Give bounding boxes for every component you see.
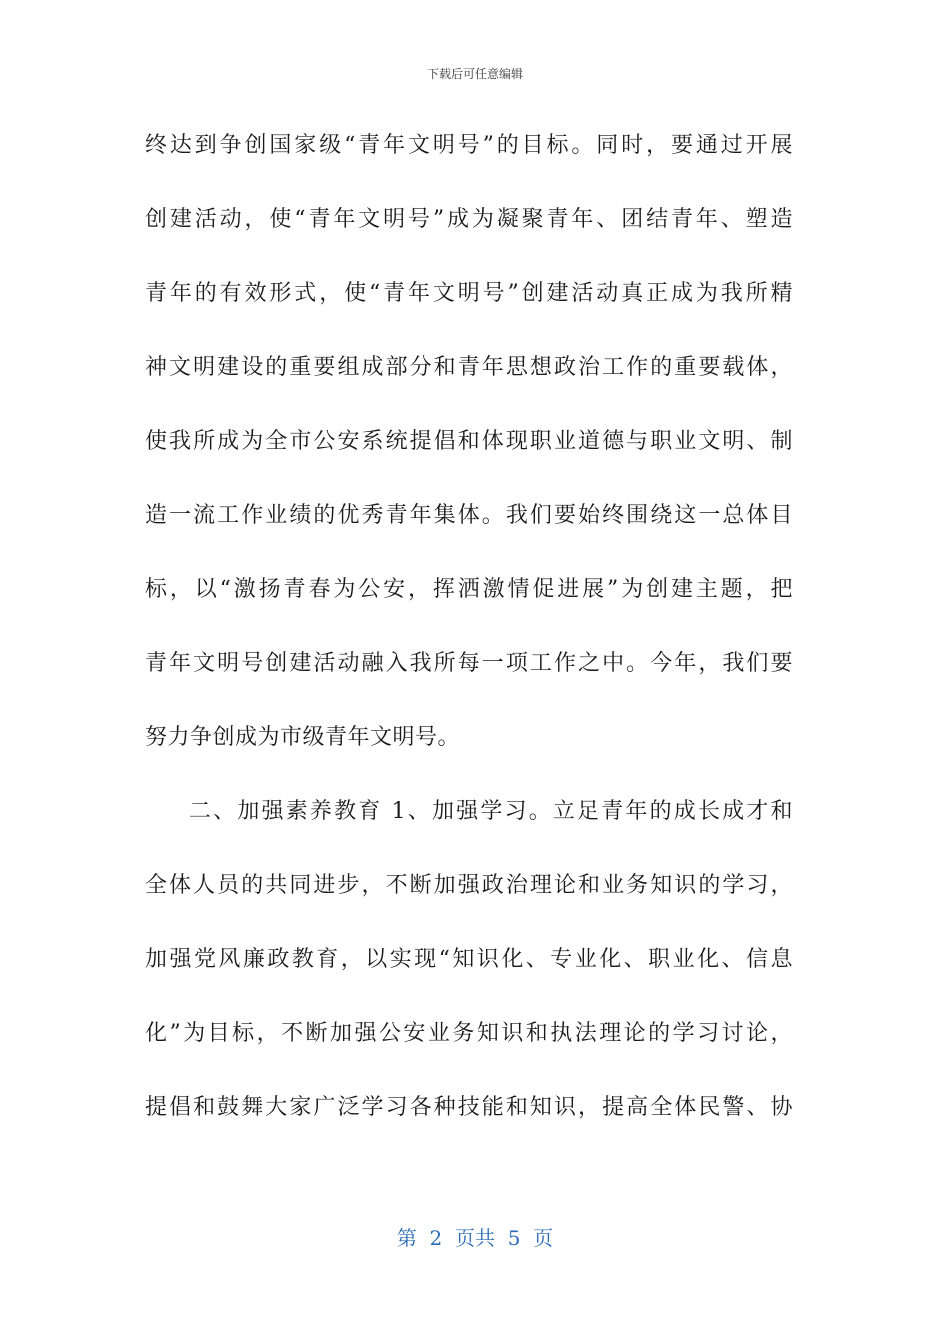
body-line-8: 青年文明号创建活动融入我所每一项工作之中。今年，我们要 (145, 651, 793, 676)
page-number: 第 2 页共 5 页 (396, 1226, 554, 1250)
body-line-12: 加强党风廉政教育，以实现“知识化、专业化、职业化、信息 (145, 947, 793, 972)
body-line-7: 标，以“激扬青春为公安，挥洒激情促进展”为创建主题，把 (145, 577, 793, 602)
body-line-11: 全体人员的共同进步，不断加强政治理论和业务知识的学习， (145, 873, 793, 898)
body-line-4: 神文明建设的重要组成部分和青年思想政治工作的重要载体， (145, 355, 793, 380)
body-line-9: 努力争创成为市级青年文明号。 (145, 725, 461, 750)
body-line-13: 化”为目标，不断加强公安业务知识和执法理论的学习讨论， (145, 1021, 793, 1046)
document-body (145, 120, 793, 1156)
body-line-14: 提倡和鼓舞大家广泛学习各种技能和知识，提高全体民警、协 (145, 1095, 793, 1120)
body-line-3: 青年的有效形式，使“青年文明号”创建活动真正成为我所精 (145, 281, 793, 306)
body-line-2: 创建活动，使“青年文明号”成为凝聚青年、团结青年、塑造 (145, 207, 793, 232)
body-line-6: 造一流工作业绩的优秀青年集体。我们要始终围绕这一总体目 (145, 503, 793, 528)
body-line-5: 使我所成为全市公安系统提倡和体现职业道德与职业文明、制 (145, 429, 793, 454)
page-header-note: 下载后可任意编辑 (426, 67, 523, 81)
body-line-10: 二、加强素养教育 1、加强学习。立足青年的成长成才和 (189, 799, 793, 824)
body-line-1: 终达到争创国家级“青年文明号”的目标。同时，要通过开展 (145, 133, 793, 158)
